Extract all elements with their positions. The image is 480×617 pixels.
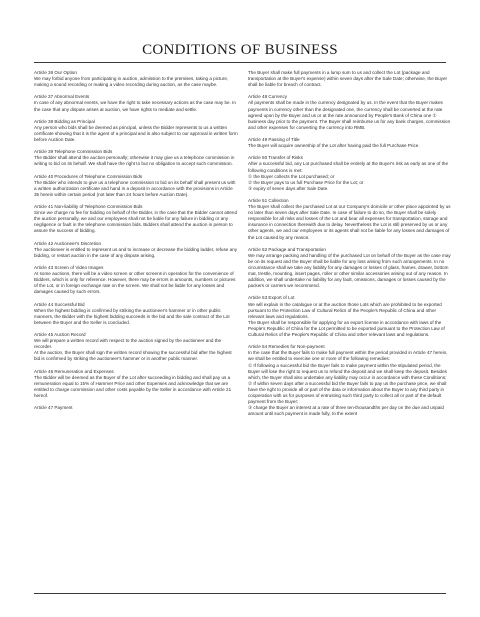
article-block bbox=[248, 198, 453, 241]
article-text: We will explain in the catalogue or at the auction those Lots which are prohibited to be exported pursuant to the Protection Law of Cultural Relics of the People's Republic of China and other relevant laws and regulations. The Buyer shall be responsible for applying for an export license in accordance with laws of the People's Republic of China for the Lot permitted to be exported pursuant to the Protection Law of Cultural Relics of the People's Republic of China and other relevant laws and regulations. bbox=[248, 301, 445, 338]
page-title: CONDITIONS OF BUSINESS bbox=[142, 42, 338, 58]
article-block bbox=[34, 369, 239, 399]
article-title: Article 44 Successful Bid bbox=[34, 301, 85, 307]
article-block bbox=[34, 302, 239, 326]
article-text: The Bidder shall attend the auction personally; otherwise it may give us a telephone commission in writing to bid on its behalf. We shall have the right to but no obligation to accept such commission. bbox=[34, 155, 235, 167]
article-title: Article 47 Payment bbox=[34, 405, 73, 411]
article-block bbox=[248, 70, 453, 88]
left-column bbox=[34, 70, 239, 417]
article-title: Article 38 Bidding as Principal bbox=[34, 118, 95, 124]
article-text: At some auctions, there will be a video screen or other screens in operation for the convenience of Bidders, which is only for reference. However, there may be errors in amounts, numbers or pictures of the Lot, or in foreign exchange rate on the screen. We shall not be liable for any losses and damages caused by such errors. bbox=[34, 271, 236, 295]
article-block bbox=[34, 119, 239, 143]
article-text: The Buyer shall collect the purchased Lot at our Company's domicile or other place appointed by us no later than seven days after Sale Date. In case of failure to do so, the Buyer shall be solely responsible for all risks and losses of the Lot and bear all expenses for transportation, storage and insurance in connection therewith due to delay. Nevertheless the Lot is still preserved by us or any other agents, we and our employees or its agents shall not be liable for any losses and damages of the Lot caused by any reason. bbox=[248, 204, 451, 240]
article-block bbox=[34, 265, 239, 295]
article-text: The auctioneer is entitled to represent us and to increase or decrease the bidding ladder, refuse any bidding, or restart auction in the case of any dispute arising. bbox=[34, 246, 238, 258]
article-title: Article 53 Export of Lot bbox=[248, 295, 295, 301]
article-title: Article 36 Our Option bbox=[34, 70, 77, 75]
article-text: In the case that the Buyer fails to make full payment within the period provided in Article 47 herein, we shall be entitled to exercise one or more of the following remedies: ① If following a successful bid the Buyer fails to make payment within the stipulated period, the Buyer will lose the right to request us to refund the deposit and we shall keep the deposit. Besides which, the Buyer shall also undertake any liability may occur in accordance with these Conditions; ② If within seven days after a successful bid the Buyer fails to pay us the purchase price, we shall have the right to provide all or part of the data or information about the Buyer to any third party in cooperation with us for purposes of entrusting such third party to collect all or part of the default payment from the Buyer; ③ charge the Buyer an interest at a rate of three ten-thousandths per day on the due and unpaid amount until such payment is made fully, to the extent bbox=[248, 350, 448, 417]
article-title: Article 48 Currency bbox=[248, 94, 288, 100]
article-title: Article 52 Package and Transportation bbox=[248, 246, 326, 252]
article-text: In case of any abnormal events, we have the right to take necessary actions as the case may be. In the case that any dispute arises at auction, we have rights to mediate and settle. bbox=[34, 100, 236, 112]
article-block bbox=[34, 174, 239, 198]
article-text: Since we charge no fee for bidding on behalf of the Bidder, in the case that the Bidder cannot attend the auction personally, we and our employees shall not be liable for any failure in bidding or any negligence or fault in the telephone commission bids. Bidders shall attend the auction in person to assure the success of bidding. bbox=[34, 210, 238, 234]
article-block bbox=[248, 247, 453, 290]
article-block bbox=[248, 155, 453, 192]
article-text: The Bidder will be deemed as the Buyer of the Lot after succeeding in bidding and shall pay us a remuneration equal to 15% of Hammer Price and other Expenses and acknowledge that we are entitled to charge commission and other costs payable by the Seller in accordance with Article 21 hereof. bbox=[34, 374, 232, 398]
article-block bbox=[248, 94, 453, 131]
article-text: After a successful bid, any Lot purchased shall be entirely at the Buyer's risk as early as one of the following conditions is met: ① the Buyer collects the Lot purchased; or ② the Buyer pays to us full Purchase Price for the Lot; or ③ expiry of seven days after Sale Date. bbox=[248, 161, 449, 191]
bottom-rule bbox=[34, 593, 446, 594]
article-block bbox=[34, 405, 239, 411]
article-block bbox=[248, 344, 453, 417]
article-title: Article 50 Transfer of Risks bbox=[248, 155, 303, 161]
article-text: Any person who bids shall be deemed as principal, unless the Bidder represents to us a written certificate showing that it is the agent of a principal and is also subject to our approval in written form before Auction Date. bbox=[34, 124, 238, 143]
article-block bbox=[34, 241, 239, 259]
article-title: Article 43 Screen of Video Images bbox=[34, 265, 104, 270]
article-title: Article 46 Remuneration and Expenses bbox=[34, 368, 114, 374]
article-title: Article 40 Procedures of Telephone Commission Bids bbox=[34, 173, 143, 179]
article-text: The Buyer shall make full payments in a lump sum to us and collect the Lot (package and transportation at the Buyer's expense) within seven days after the Sale Date; otherwise, the Buyer shall be liable for breach of contract. bbox=[248, 70, 448, 88]
article-block bbox=[34, 332, 239, 362]
article-title: Article 49 Passing of Title bbox=[248, 137, 300, 143]
article-title: Article 39 Telephone Commission Bids bbox=[34, 149, 113, 155]
article-title: Article 42 Auctioneer's Discretion bbox=[34, 240, 102, 246]
article-text: All payments shall be made in the currency designated by us. In the event that the Buyer makes payments in currency other than the designated one, the currency shall be converted at the rate agreed upon by the Buyer and us or at the rate announced by People's Bank of China one ① business day prior to the payment. The Buyer shall reimburse us for any bank charges, commission and other expenses for converting the currency into RMB. bbox=[248, 100, 451, 130]
article-text: When the highest bidding is confirmed by striking the auctioneer's hammer or in other public manners, the Bidder with the highest bidding succeeds in the bid and the sale contract of the Lot between the Buyer and the Seller is concluded. bbox=[34, 307, 230, 325]
article-block bbox=[34, 70, 239, 88]
article-text: The Bidder who intends to give us a telephone commission to bid on its behalf shall present us with a written authorization certificate and hand in a deposit in accordance with the provisions in Article 35 herein within certain period (not later than 24 hours before Auction Date). bbox=[34, 179, 236, 197]
article-block bbox=[248, 295, 453, 338]
article-text: We will prepare a written record with respect to the auction signed by the auctioneer and the recorder. At the auction, the Buyer shall sign the written record showing the successful bid after the highest bid is confirmed by striking the auctioneer's hammer or in another public manner. bbox=[34, 338, 232, 362]
article-block bbox=[34, 204, 239, 234]
article-text: The Buyer will acquire ownership of the Lot after having paid the full Purchase Price. bbox=[248, 143, 420, 149]
article-text: We may forbid anyone from participating in auction, admission to the premises, taking a picture, making a sound recording or making a video recording during auction, as the case maybe. bbox=[34, 76, 229, 88]
article-block bbox=[34, 149, 239, 167]
article-title: Article 37 Abnormal Events bbox=[34, 94, 90, 100]
article-block bbox=[34, 94, 239, 112]
article-title: Article 45 Auction Record bbox=[34, 332, 86, 338]
article-block bbox=[248, 137, 453, 149]
article-title: Article 41 Non-liability of Telephone Commission Bids bbox=[34, 204, 143, 210]
article-text: We may arrange packing and handling of the purchased Lot on behalf of the Buyer as the case may be on its request and the Buyer shall be liable for any loss arising from such arrangements. In no circumstance shall we take any liability for any damages or losses of glass, frames, drawer, bottom mat, trestle, mounting, insert pages, roller or other similar accessories arising out of any reason. In addition, we shall undertake no liability for any fault, omissions, damages or losses caused by the packers or carriers we recommend. bbox=[248, 252, 451, 289]
article-title: Article 51 Collection bbox=[248, 197, 289, 203]
article-title: Article 54 Remedies for Non-payment bbox=[248, 344, 325, 350]
top-rule bbox=[34, 62, 446, 63]
right-column bbox=[248, 70, 453, 423]
